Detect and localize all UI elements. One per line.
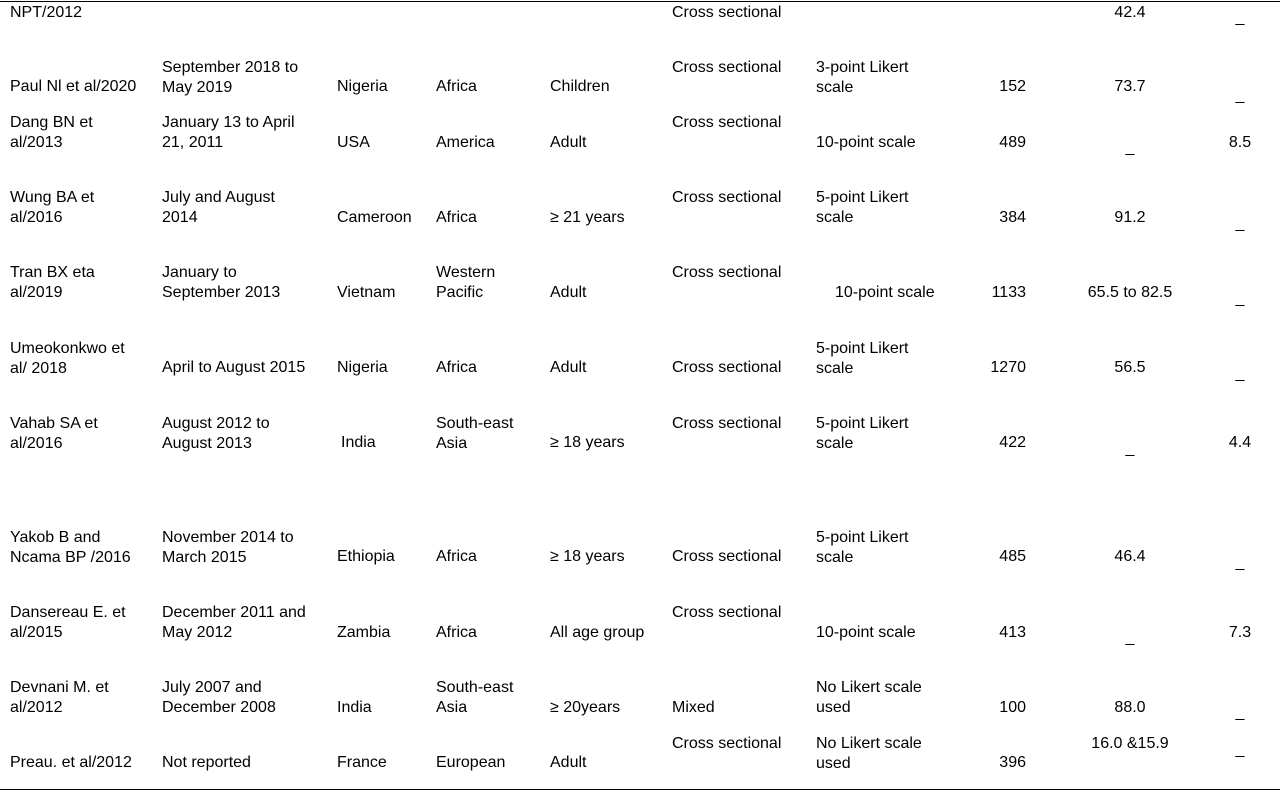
cell-percent: 88.0 [1114,699,1146,716]
cell-design: Cross sectional [672,114,782,131]
cell-mean: _ [1235,741,1245,758]
cell-percent: _ [1125,440,1135,457]
cell-population: ≥ 21 years [550,209,625,226]
cell-period: April to August 2015 [162,359,306,376]
cell-design: Cross sectional [672,359,782,376]
cell-scale: 5-point Likert scale [816,189,909,226]
cell-sample: 485 [999,548,1026,565]
cell-design: Cross sectional [672,59,782,76]
cell-sample: 422 [999,434,1026,451]
cell-population: ≥ 20years [550,699,621,716]
cell-author: Preau. et al/2012 [10,754,132,771]
cell-country: India [337,699,372,716]
cell-sample: 1133 [991,284,1026,301]
cell-sample: 384 [999,209,1026,226]
cell-region: America [436,134,495,151]
cell-mean: _ [1235,87,1245,104]
cell-region: Africa [436,209,477,226]
cell-mean: 4.4 [1228,434,1252,451]
cell-country: Nigeria [337,78,388,95]
cell-population: ≥ 18 years [550,434,625,451]
cell-scale: 5-point Likert scale [816,340,909,377]
cell-sample: 396 [999,754,1026,771]
cell-period: January to September 2013 [162,264,281,301]
cell-population: Adult [550,359,587,376]
cell-design: Cross sectional [672,735,782,752]
cell-mean: _ [1235,365,1245,382]
cell-design: Cross sectional [672,548,782,565]
cell-region: Africa [436,78,477,95]
cell-author: NPT/2012 [10,4,83,21]
cell-author: Devnani M. et al/2012 [10,679,109,716]
cell-author: Umeokonkwo et al/ 2018 [10,340,125,377]
cell-percent: 42.4 [1114,4,1146,21]
cell-mean: _ [1235,554,1245,571]
cell-population: Adult [550,134,587,151]
cell-period: September 2018 to May 2019 [162,59,299,96]
cell-scale: 5-point Likert scale [816,529,909,566]
cell-mean: _ [1235,290,1245,307]
cell-scale: No Likert scale used [816,735,922,772]
cell-sample: 152 [999,78,1026,95]
cell-scale: No Likert scale used [816,679,922,716]
cell-country: Nigeria [337,359,388,376]
cell-author: Yakob B and Ncama BP /2016 [10,529,131,566]
cell-period: July 2007 and December 2008 [162,679,276,716]
cell-mean: 8.5 [1228,134,1252,151]
cell-author: Paul Nl et al/2020 [10,78,137,95]
cell-country: India [341,434,376,451]
cell-mean: 7.3 [1228,624,1252,641]
cell-population: All age group [550,624,645,641]
cell-design: Mixed [672,699,715,716]
cell-population: Children [550,78,610,95]
cell-sample: 413 [999,624,1026,641]
cell-region: South-east Asia [436,415,514,452]
cell-period: November 2014 to March 2015 [162,529,294,566]
cell-author: Wung BA et al/2016 [10,189,95,226]
cell-scale: 5-point Likert scale [816,415,909,452]
cell-scale: 10-point scale [816,134,916,151]
cell-region: Western Pacific [436,264,496,301]
cell-mean: _ [1235,704,1245,721]
cell-period: December 2011 and May 2012 [162,604,306,641]
cell-population: ≥ 18 years [550,548,625,565]
cell-region: South-east Asia [436,679,514,716]
cell-region: Africa [436,624,477,641]
cell-design: Cross sectional [672,415,782,432]
cell-author: Vahab SA et al/2016 [10,415,98,452]
cell-region: Africa [436,548,477,565]
table-bottom-rule [0,789,1280,790]
cell-population: Adult [550,284,587,301]
cell-region: Africa [436,359,477,376]
cell-country: USA [337,134,370,151]
cell-design: Cross sectional [672,189,782,206]
cell-percent: _ [1125,139,1135,156]
cell-period: January 13 to April 21, 2011 [162,114,295,151]
cell-sample: 489 [999,134,1026,151]
cell-sample: 100 [999,699,1026,716]
cell-country: Vietnam [337,284,396,301]
cell-percent: _ [1125,629,1135,646]
cell-period: Not reported [162,754,251,771]
cell-country: France [337,754,387,771]
cell-period: July and August 2014 [162,189,275,226]
cell-country: Zambia [337,624,391,641]
cell-country: Cameroon [337,209,412,226]
cell-country: Ethiopia [337,548,395,565]
cell-percent: 65.5 to 82.5 [1087,284,1173,301]
table-top-rule [0,1,1280,2]
cell-author: Dansereau E. et al/2015 [10,604,126,641]
cell-sample: 1270 [990,359,1026,376]
cell-mean: _ [1235,215,1245,232]
cell-design: Cross sectional [672,604,782,621]
cell-percent: 16.0 &15.9 [1091,735,1169,752]
cell-author: Tran BX eta al/2019 [10,264,95,301]
cell-region: European [436,754,506,771]
cell-percent: 46.4 [1114,548,1146,565]
cell-percent: 91.2 [1114,209,1146,226]
cell-period: August 2012 to August 2013 [162,415,270,452]
cell-population: Adult [550,754,587,771]
cell-percent: 56.5 [1114,359,1146,376]
cell-mean: _ [1235,9,1245,26]
cell-scale: 10-point scale [835,284,935,301]
cell-scale: 3-point Likert scale [816,59,909,96]
cell-scale: 10-point scale [816,624,916,641]
cell-percent: 73.7 [1114,78,1146,95]
cell-design: Cross sectional [672,4,782,21]
cell-design: Cross sectional [672,264,782,281]
cell-author: Dang BN et al/2013 [10,114,93,151]
